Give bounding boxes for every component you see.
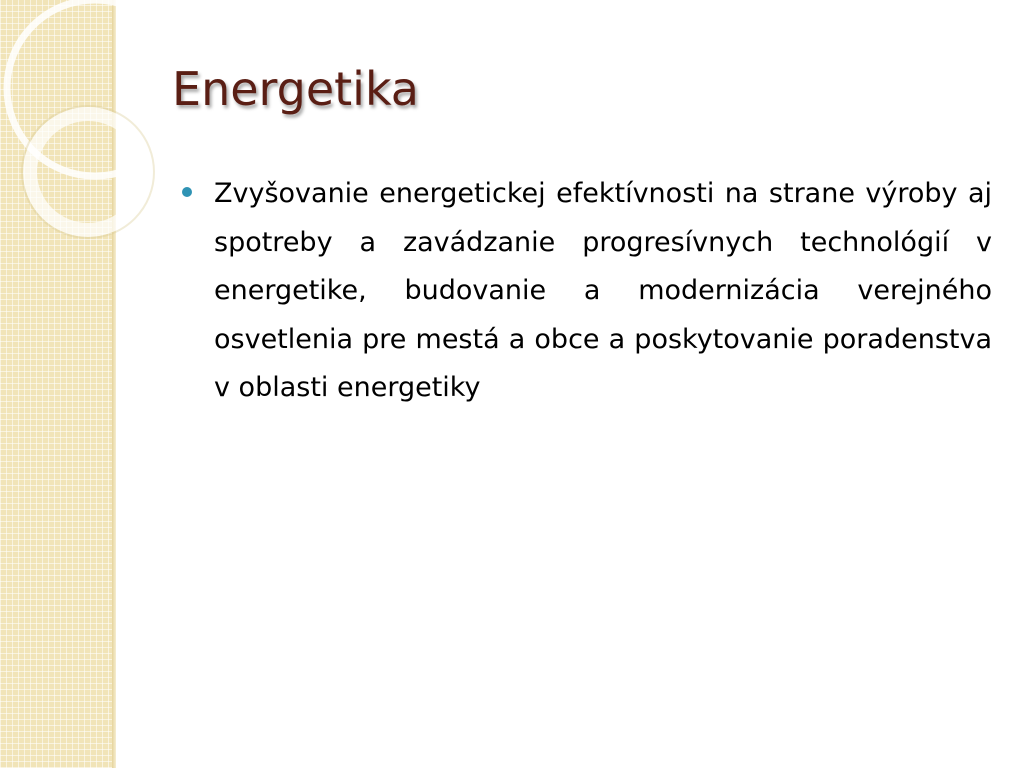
bullet-text: Zvyšovanie energetickej efektívnosti na strane výroby aj spotreby a zavádzanie progresívnych technológií v energetike, budovanie a modernizácia verejného osvetlenia pre mestá a obce a poskytovanie poradenstva v oblasti energetiky [214,178,992,403]
side-band-edge [112,0,116,768]
bullet-dot-icon [182,187,192,197]
decorative-side-band [0,0,112,768]
bullet-item [182,170,992,413]
slide-title: Energetika [172,62,419,116]
bullet-list [182,170,992,413]
